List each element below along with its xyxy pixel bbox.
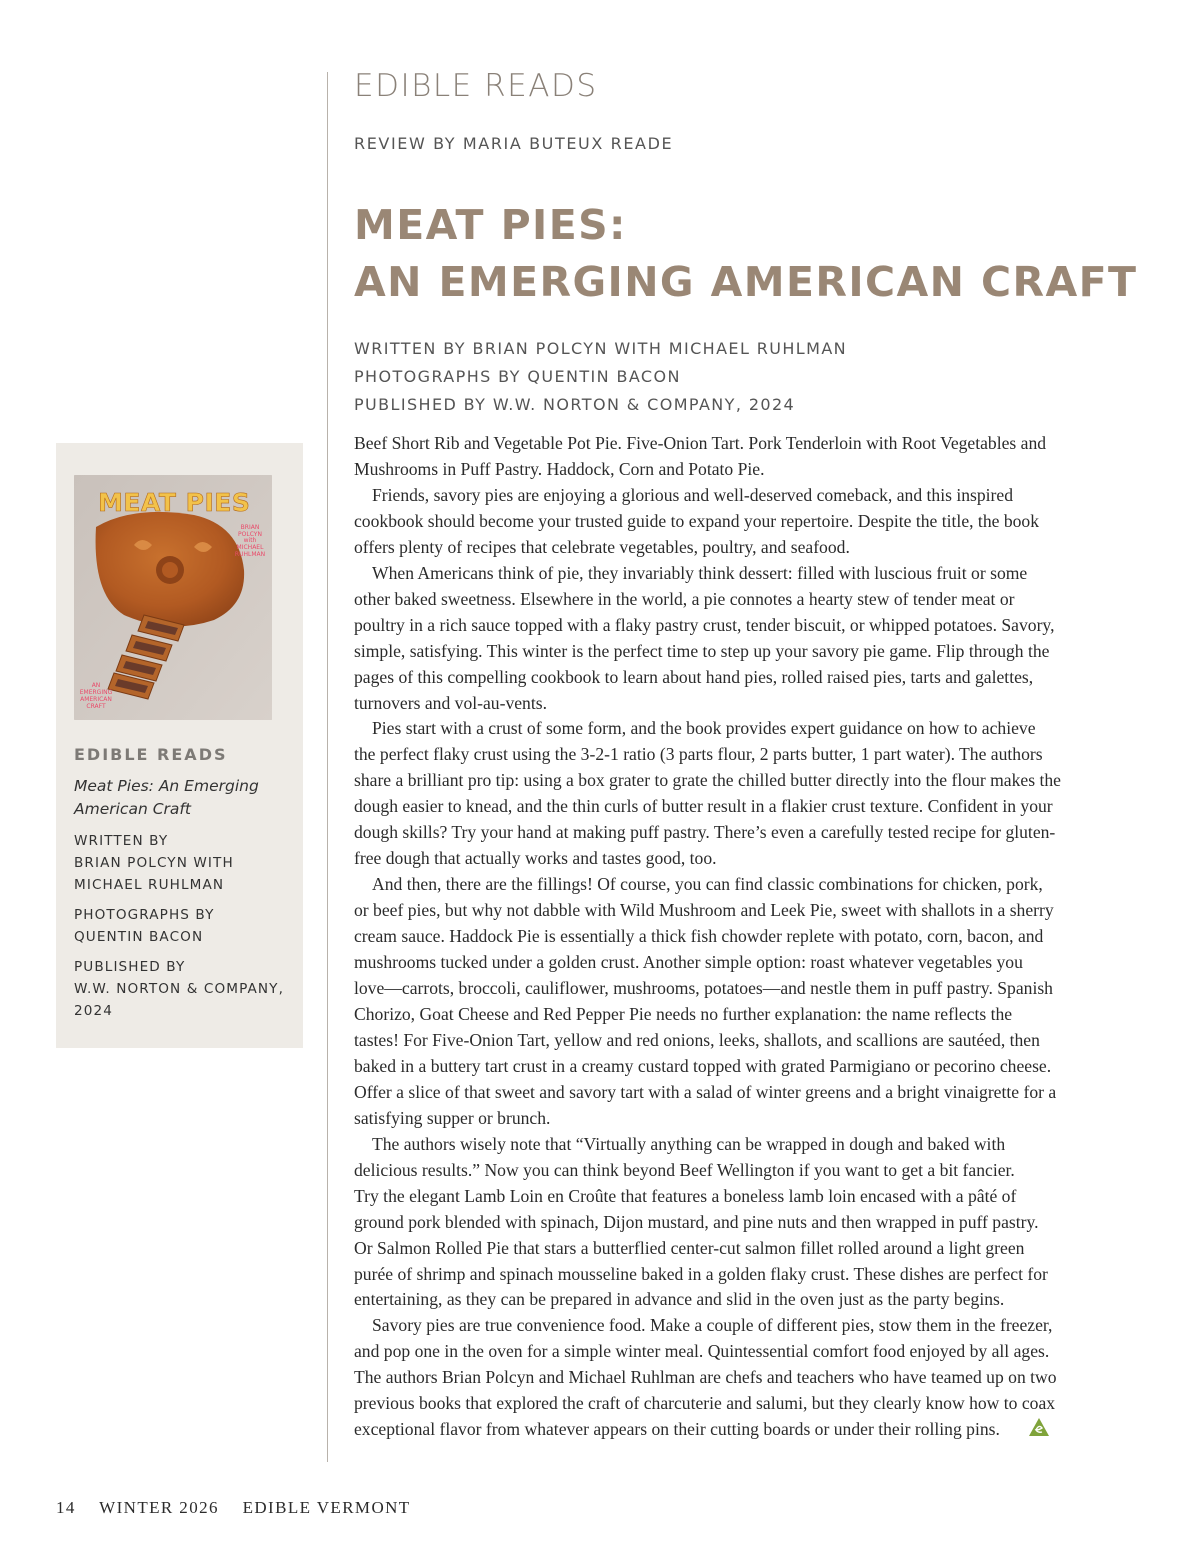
article-paragraph (354, 561, 1130, 717)
paragraph-line: previous books that explored the craft of charcuterie and salumi, but they clearly know how to coax (354, 1393, 1056, 1414)
credit-written-by: WRITTEN BY BRIAN POLCYN WITH MICHAEL RUHLMAN (354, 339, 848, 358)
paragraph-line: satisfying supper or brunch. (354, 1107, 551, 1128)
article-title-line: AN EMERGING AMERICAN CRAFT (354, 258, 1138, 306)
article-paragraph (354, 483, 1130, 561)
sidebar-written-by-line: BRIAN POLCYN WITH (74, 855, 234, 871)
article-paragraph (354, 716, 1130, 872)
sidebar-published-by (74, 956, 294, 1022)
paragraph-line: mushrooms tucked under a golden crust. Another simple option: roast whatever vegetables you (354, 952, 1023, 973)
paragraph-line: Savory pies are true convenience food. Make a couple of different pies, stow them in the freezer, (372, 1315, 1053, 1336)
issue-date: WINTER 2026 (99, 1498, 219, 1517)
paragraph-line: The authors Brian Polcyn and Michael Ruhlman are chefs and teachers who have teamed up on two (354, 1367, 1057, 1388)
cover-author-line: MICHAEL (236, 544, 264, 551)
sidebar-book-title-line: Meat Pies: An Emerging (74, 777, 259, 795)
article-paragraph (354, 431, 1130, 483)
article-body (354, 431, 1130, 1443)
paragraph-line: Offer a slice of that sweet and savory tart with a salad of winter greens and a bright vinaigrette for a (354, 1081, 1057, 1102)
book-cover-image (74, 475, 272, 720)
sidebar-photographs-by (74, 904, 294, 948)
cover-author-line: with (243, 537, 257, 544)
paragraph-line: Or Salmon Rolled Pie that stars a butterflied center-cut salmon fillet rolled around a light green (354, 1237, 1025, 1258)
article-title (354, 197, 1137, 311)
sidebar-book-title-line: American Craft (74, 800, 191, 818)
paragraph-line: tastes! For Five-Onion Tart, yellow and red onions, leeks, shallots, and scallions are sautéed, then (354, 1029, 1040, 1050)
paragraph-line: free dough that actually works and tastes good, too. (354, 848, 717, 869)
section-label: EDIBLE READS (354, 68, 598, 104)
paragraph-line: When Americans think of pie, they invariably think dessert: filled with luscious fruit or some (372, 562, 1028, 583)
sidebar-written-by-line: WRITTEN BY (74, 833, 169, 849)
paragraph-line: Chorizo, Goat Cheese and Red Pepper Pie needs no further explanation: the name reflects the (354, 1003, 1013, 1024)
paragraph-line: purée of shrimp and spinach mousseline baked in a golden flaky crust. These dishes are perfect for (354, 1263, 1048, 1284)
edible-logo-icon (1010, 1417, 1032, 1437)
book-sidebar (56, 443, 303, 1048)
sidebar-published-by-line: PUBLISHED BY (74, 959, 186, 975)
page-footer (56, 1498, 429, 1518)
sidebar-published-by-line: 2024 (74, 1003, 113, 1019)
paragraph-line: ground pork blended with spinach, Dijon mustard, and pine nuts and then wrapped in puff pastry. (354, 1211, 1039, 1232)
cover-author-line: BRIAN (240, 524, 260, 531)
paragraph-line: exceptional flavor from whatever appears on their cutting boards or under their rolling pins. (354, 1419, 1000, 1440)
cover-subtitle-line: EMERGING (79, 689, 113, 696)
paragraph-line: pages of this compelling cookbook to learn about hand pies, rolled raised pies, tarts and galettes, (354, 666, 1034, 687)
paragraph-line: Pies start with a crust of some form, and the book provides expert guidance on how to achieve (372, 718, 1036, 739)
sidebar-written-by (74, 830, 294, 896)
paragraph-line: poultry in a rich sauce topped with a flaky pastry crust, tender biscuit, or whipped potatoes. Savory, (354, 614, 1055, 635)
paragraph-line: offers plenty of recipes that celebrate vegetables, poultry, and seafood. (354, 536, 850, 557)
paragraph-line: entertaining, as they can be prepared in advance and slid in the oven just as the party begins. (354, 1289, 1005, 1310)
paragraph-line: Friends, savory pies are enjoying a glorious and well-deserved comeback, and this inspired (372, 484, 1014, 505)
paragraph-line: Beef Short Rib and Vegetable Pot Pie. Five-Onion Tart. Pork Tenderloin with Root Vegetables and (354, 433, 1047, 453)
sidebar-published-by-line: W.W. NORTON & COMPANY, (74, 981, 285, 997)
paragraph-line: dough skills? Try your hand at making puff pastry. There’s even a carefully tested recipe for gluten- (354, 822, 1056, 843)
paragraph-line: other baked sweetness. Elsewhere in the world, a pie connotes a hearty stew of tender meat or (354, 588, 1015, 609)
page-number: 14 (56, 1498, 76, 1517)
paragraph-line: love—carrots, broccoli, cauliflower, mushrooms, potatoes—and nestle them in puff pastry. Spanish (354, 978, 1053, 999)
paragraph-line: delicious results.” Now you can think beyond Beef Wellington if you want to get a bit fancier. (354, 1159, 1015, 1180)
paragraph-line: simple, satisfying. This winter is the perfect time to step up your savory pie game. Flip through the (354, 640, 1050, 661)
paragraph-line: turnovers and vol-au-vents. (354, 692, 547, 713)
cover-author-line: POLCYN (238, 531, 262, 538)
credit-published-by: PUBLISHED BY W.W. NORTON & COMPANY, 2024 (354, 395, 796, 414)
article-paragraph (354, 1132, 1130, 1314)
sidebar-photographs-by-line: QUENTIN BACON (74, 929, 204, 945)
cover-subtitle-line: AN (91, 682, 101, 689)
article-paragraph (354, 1313, 1130, 1443)
publication-name: EDIBLE VERMONT (242, 1498, 411, 1517)
paragraph-line: or beef pies, but why not dabble with Wild Mushroom and Leek Pie, sweet with shallots in a sherry (354, 900, 1054, 921)
sidebar-book-title (74, 775, 274, 821)
paragraph-line: cookbook should become your trusted guide to expand your repertoire. Despite the title, the book (354, 510, 1040, 531)
credit-photographs-by: PHOTOGRAPHS BY QUENTIN BACON (354, 367, 681, 386)
paragraph-line: Try the elegant Lamb Loin en Croûte that features a boneless lamb loin encased with a pâté of (354, 1185, 1017, 1206)
paragraph-line: The authors wisely note that “Virtually anything can be wrapped in dough and baked with (372, 1133, 1006, 1154)
article-title-line: MEAT PIES: (354, 201, 627, 249)
paragraph-line: cream sauce. Haddock Pie is essentially a thick fish chowder replete with potato, corn, bacon, and (354, 926, 1044, 947)
sidebar-photographs-by-line: PHOTOGRAPHS BY (74, 907, 215, 923)
article-paragraph (354, 872, 1130, 1132)
book-credits (354, 335, 847, 419)
cover-subtitle-line: AMERICAN (80, 696, 112, 703)
sidebar-label: EDIBLE READS (74, 745, 228, 764)
column-divider (327, 72, 328, 1462)
cover-author-line: RUHLMAN (234, 551, 266, 558)
paragraph-line: share a brilliant pro tip: using a box grater to grate the chilled butter directly into the flour makes the (354, 770, 1061, 791)
paragraph-line: baked in a buttery tart crust in a creamy custard topped with grated Parmigiano or pecorino cheese. (354, 1055, 1052, 1076)
paragraph-line: and pop one in the oven for a simple winter meal. Quintessential comfort food enjoyed by all ages. (354, 1341, 1050, 1362)
cover-title: MEAT PIES (98, 488, 251, 517)
cover-subtitle-line: CRAFT (86, 703, 106, 710)
paragraph-line: And then, there are the fillings! Of course, you can find classic combinations for chicken, pork, (372, 874, 1043, 895)
reviewer-byline: REVIEW BY MARIA BUTEUX READE (354, 134, 674, 153)
paragraph-line: Mushrooms in Puff Pastry. Haddock, Corn and Potato Pie. (354, 458, 765, 479)
paragraph-line: dough easier to knead, and the thin curls of butter result in a flakier crust texture. Confident in your (354, 796, 1053, 817)
sidebar-written-by-line: MICHAEL RUHLMAN (74, 877, 225, 893)
paragraph-line: the perfect flaky crust using the 3-2-1 ratio (3 parts flour, 2 parts butter, 1 part water). The authors (354, 744, 1043, 765)
